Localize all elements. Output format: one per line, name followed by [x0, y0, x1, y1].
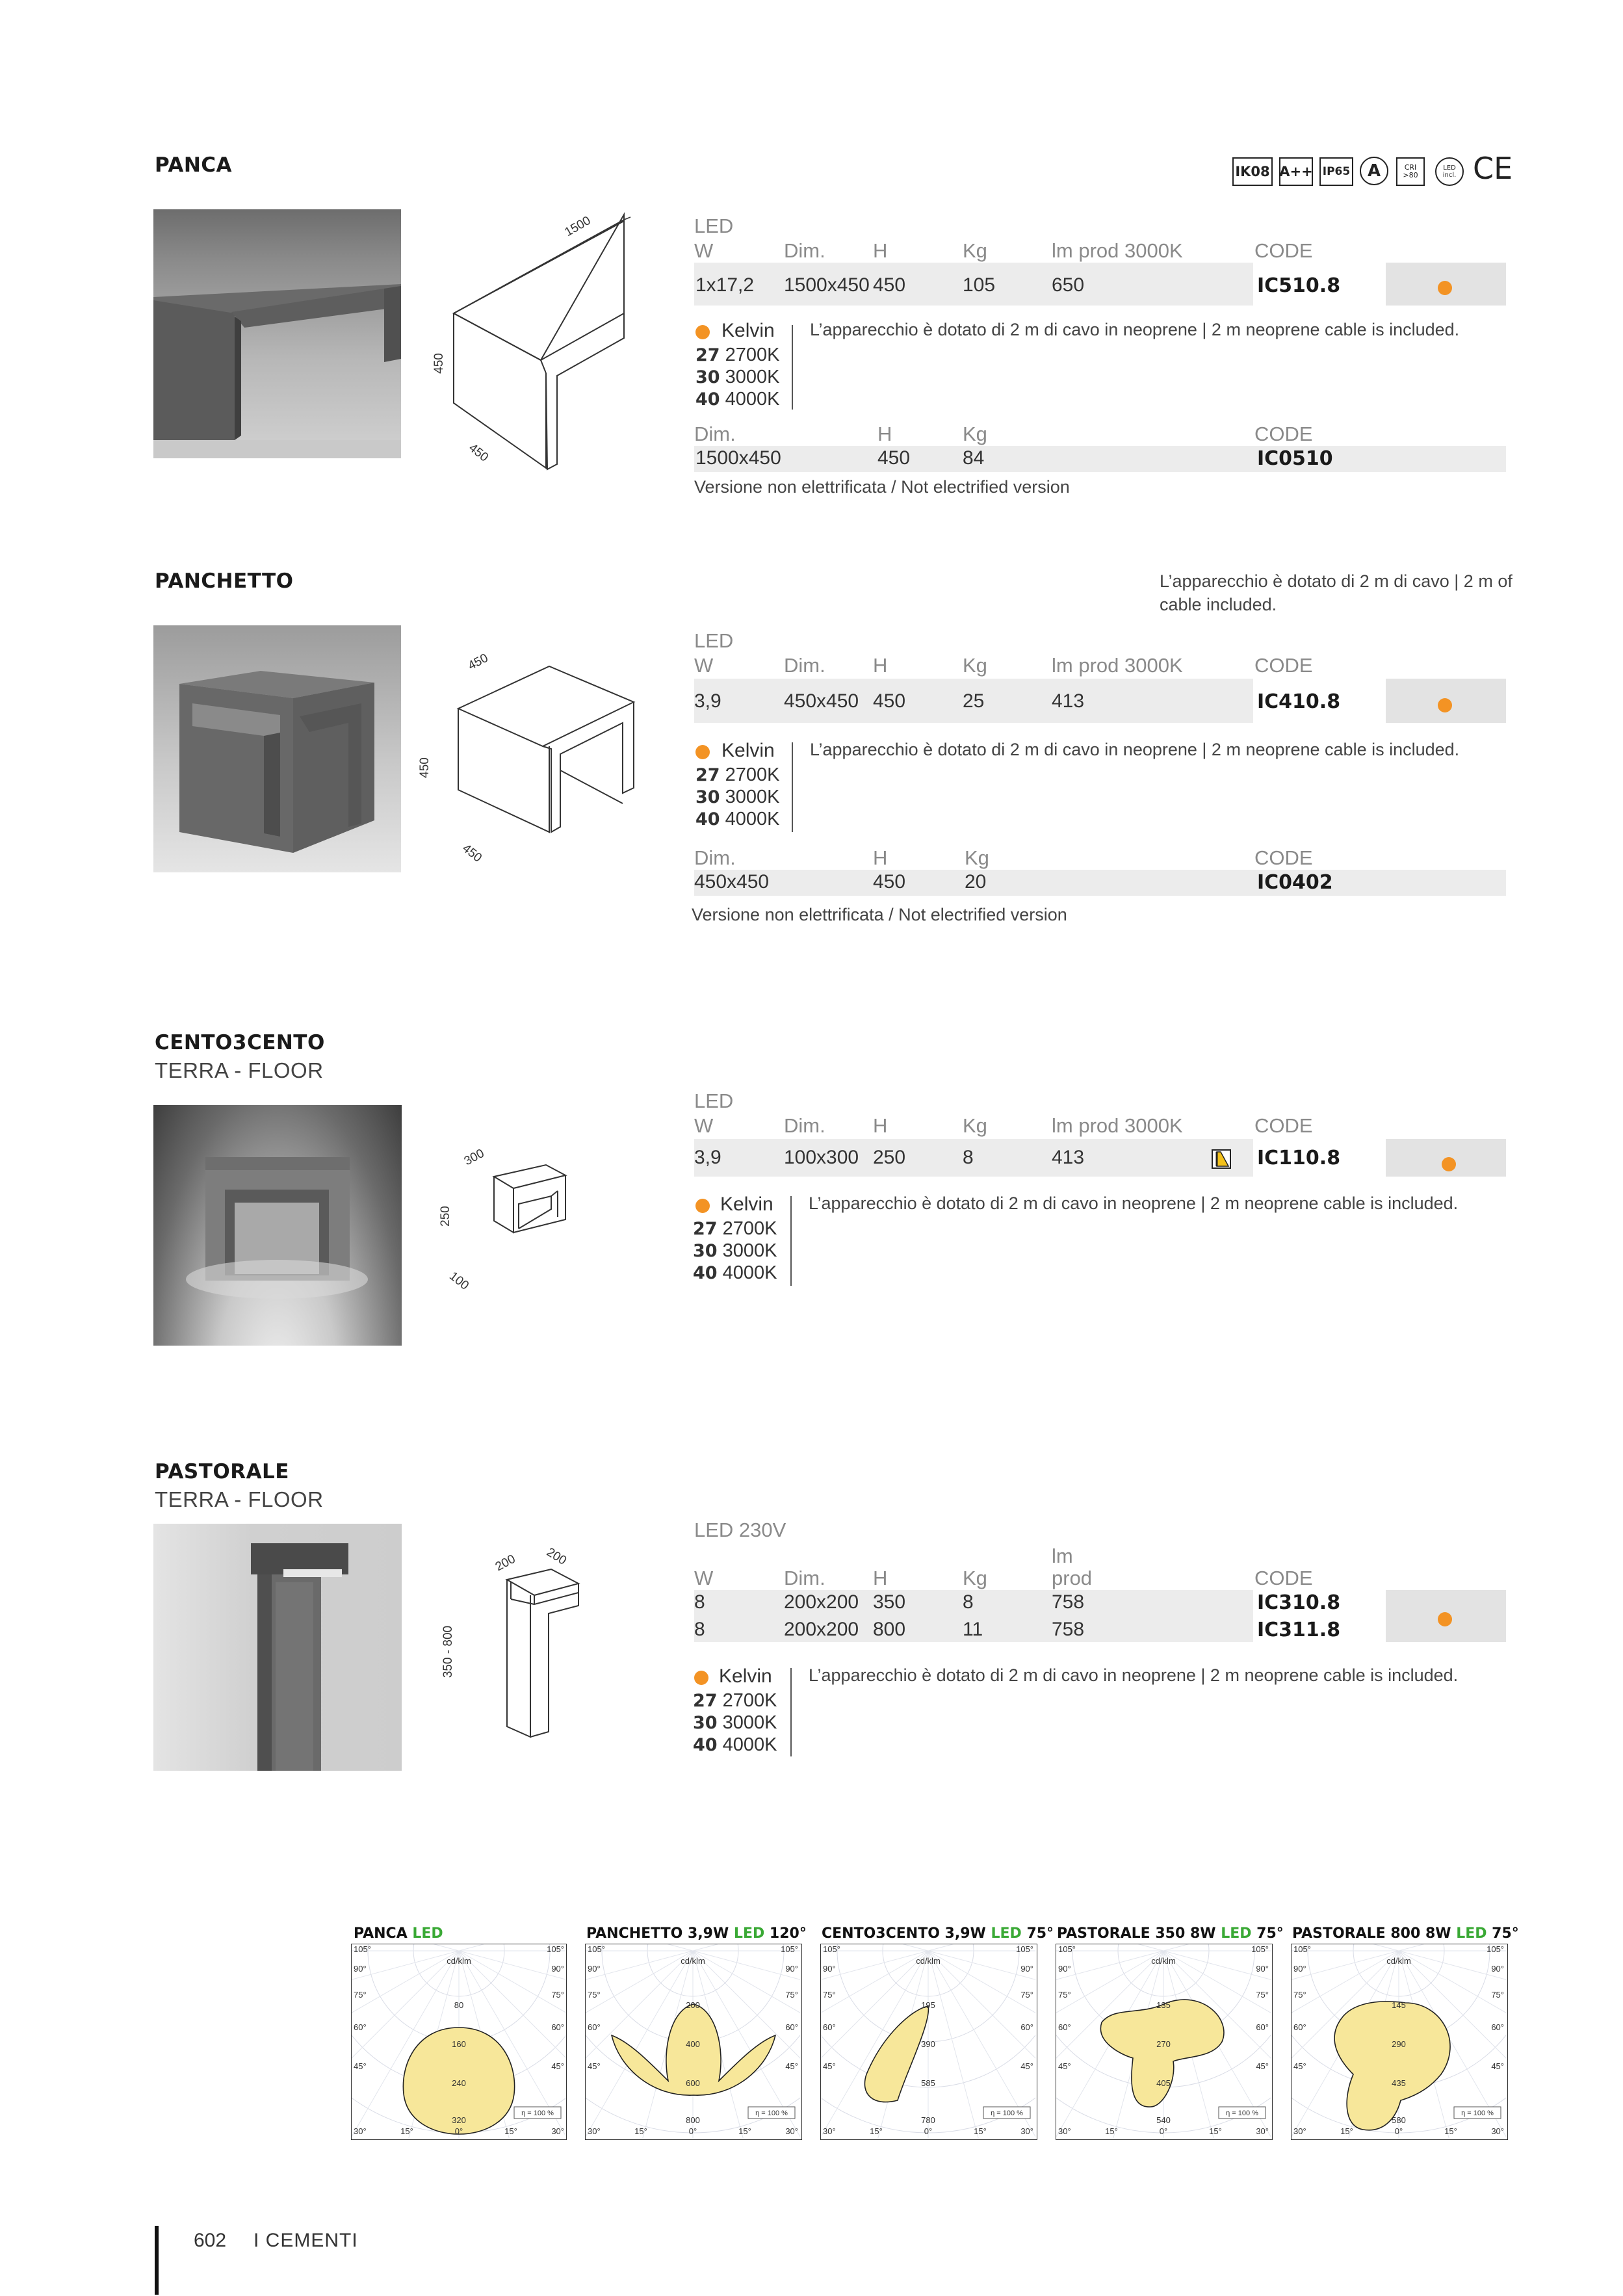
- kelvin-label: Kelvin: [721, 740, 775, 761]
- efficiency-label: η = 100 %: [1226, 2109, 1258, 2117]
- ring-value: 390: [921, 2039, 935, 2049]
- ring-value: 320: [452, 2115, 466, 2125]
- alt-cell-dim: 1500x450: [695, 447, 781, 469]
- col-lm: lm prod 3000K: [1052, 239, 1183, 262]
- kelvin-option-3000: 30 3000K: [693, 1240, 777, 1261]
- unit-label: cd/klm: [916, 1956, 941, 1966]
- polar-plot: [1056, 1944, 1271, 2138]
- efficiency-label: η = 100 %: [1461, 2109, 1494, 2117]
- product-photo: [153, 625, 401, 872]
- ring-value: 240: [452, 2078, 466, 2088]
- angle-label: 60°: [1293, 2022, 1306, 2032]
- col-lm: lm prod 3000K: [1052, 654, 1183, 677]
- col-dim: Dim.: [784, 654, 825, 677]
- dimension-width: 450: [465, 651, 491, 673]
- ring-value: 800: [686, 2115, 700, 2125]
- footer-bar: [155, 2226, 159, 2295]
- angle-label: 90°: [823, 1964, 836, 1974]
- ring-value: 580: [1392, 2115, 1406, 2125]
- angle-label: 15°: [1209, 2126, 1222, 2136]
- alt-cell-h: 450: [873, 871, 906, 893]
- angle-label: 75°: [1491, 1990, 1504, 2000]
- angle-label: 15°: [400, 2126, 413, 2136]
- angle-label: 105°: [823, 1944, 840, 1954]
- product-subtitle: TERRA - FLOOR: [155, 1058, 324, 1082]
- dimension-width: 300: [461, 1146, 487, 1169]
- angle-label: 105°: [588, 1944, 605, 1954]
- angle-label: 15°: [1340, 2126, 1353, 2136]
- angle-label: 60°: [1256, 2022, 1269, 2032]
- led-label: LED: [694, 215, 734, 237]
- col-lm: lm prod 3000K: [1052, 1114, 1183, 1137]
- divider: [790, 1668, 792, 1756]
- alt-row-band: [694, 446, 1506, 472]
- dimension-height: 450: [417, 757, 432, 778]
- alt-cell-h: 450: [877, 447, 911, 469]
- col-dim: Dim.: [784, 1567, 825, 1589]
- col-code: CODE: [1254, 1567, 1313, 1589]
- unit-label: cd/klm: [1151, 1956, 1176, 1966]
- cell-lm: 650: [1052, 274, 1085, 296]
- polar-diagram-cento3cento: [820, 1944, 1037, 2140]
- product-photo: [153, 209, 401, 458]
- angle-label: 0°: [454, 2126, 463, 2136]
- class-a-badge: A: [1360, 157, 1388, 185]
- divider: [790, 1196, 792, 1286]
- angle-label: 0°: [688, 2126, 697, 2136]
- color-finish-dot: [1438, 698, 1452, 712]
- angle-label: 45°: [1491, 2061, 1504, 2071]
- product-subtitle: TERRA - FLOOR: [155, 1487, 324, 1511]
- angle-label: 30°: [785, 2126, 798, 2136]
- diagram-title: PASTORALE 800 8W LED 75°: [1292, 1925, 1519, 1942]
- ik08-badge: IK08: [1232, 157, 1273, 186]
- angle-label: 60°: [1491, 2022, 1504, 2032]
- ring-value: 585: [921, 2078, 935, 2088]
- col-code: CODE: [1254, 239, 1313, 262]
- dimension-depth: 200: [493, 1552, 518, 1574]
- angle-label: 45°: [354, 2061, 367, 2071]
- polar-grid-spoke: [352, 1951, 459, 2018]
- alt-version-note: Versione non elettrificata / Not electrified version: [694, 477, 1070, 497]
- cell-lm: 413: [1052, 1147, 1085, 1168]
- product-title: PANCA: [155, 153, 233, 177]
- kelvin-option-2700: 27 2700K: [693, 1690, 777, 1711]
- color-finish-dot: [1442, 1157, 1456, 1171]
- polar-plot: [821, 1944, 1035, 2138]
- energy-class-badge: A++: [1279, 157, 1313, 186]
- alt-product-code[interactable]: IC0510: [1257, 447, 1333, 470]
- polar-diagram-panchetto: [585, 1944, 802, 2140]
- cell-kg: 105: [963, 274, 996, 296]
- angle-label: 90°: [354, 1964, 367, 1974]
- angle-label: 75°: [354, 1990, 367, 2000]
- angle-label: 105°: [1487, 1944, 1504, 1954]
- col-kg: Kg: [963, 239, 987, 262]
- angle-label: 30°: [1058, 2126, 1071, 2136]
- alt-col-code: CODE: [1254, 846, 1313, 869]
- cri-badge: CRI >80: [1396, 157, 1425, 186]
- cell-dim: 200x200: [784, 1591, 859, 1613]
- col-h: H: [873, 1114, 888, 1137]
- angle-label: 30°: [354, 2126, 367, 2136]
- angle-label: 15°: [974, 2126, 987, 2136]
- dimension-drawing: [435, 1138, 572, 1300]
- angle-label: 60°: [785, 2022, 798, 2032]
- angle-label: 15°: [634, 2126, 647, 2136]
- cable-note: L’apparecchio è dotato di 2 m di cavo in neoprene | 2 m neoprene cable is included.: [809, 1665, 1459, 1685]
- angle-label: 15°: [504, 2126, 517, 2136]
- cell-kg: 11: [963, 1619, 983, 1640]
- angle-label: 45°: [588, 2061, 601, 2071]
- angle-label: 60°: [354, 2022, 367, 2032]
- diagram-title: PANCHETTO 3,9W LED 120°: [586, 1925, 807, 1942]
- angle-label: 30°: [1256, 2126, 1269, 2136]
- polar-grid-spoke: [928, 1951, 1035, 2081]
- intensity-curve: [1334, 2002, 1450, 2130]
- polar-plot: [586, 1944, 800, 2138]
- cell-w: 3,9: [694, 1147, 721, 1168]
- alt-product-code[interactable]: IC0402: [1257, 871, 1333, 894]
- angle-label: 75°: [1256, 1990, 1269, 2000]
- col-w: W: [694, 1567, 714, 1589]
- angle-label: 45°: [1020, 2061, 1033, 2071]
- angle-label: 15°: [1444, 2126, 1457, 2136]
- angle-label: 60°: [588, 2022, 601, 2032]
- angle-label: 105°: [781, 1944, 798, 1954]
- angle-label: 30°: [1293, 2126, 1306, 2136]
- cell-dim: 1500x450: [784, 274, 870, 296]
- angle-label: 105°: [1251, 1944, 1269, 1954]
- col-w: W: [694, 1114, 714, 1137]
- angle-label: 75°: [1058, 1990, 1071, 2000]
- kelvin-option-2700: 27 2700K: [695, 345, 780, 365]
- polar-diagram-pastorale-800: [1291, 1944, 1508, 2140]
- kelvin-option-2700: 27 2700K: [695, 764, 780, 785]
- cell-kg: 8: [963, 1147, 974, 1168]
- alt-col-code: CODE: [1254, 423, 1313, 445]
- kelvin-label: Kelvin: [720, 1194, 773, 1215]
- polar-plot: [352, 1944, 566, 2138]
- dimension-drawing: [441, 1541, 591, 1749]
- color-finish-dot: [1438, 281, 1452, 295]
- dimension-height: 250: [438, 1206, 452, 1227]
- angle-label: 45°: [1293, 2061, 1306, 2071]
- angle-label: 60°: [1020, 2022, 1033, 2032]
- cell-kg: 25: [963, 690, 985, 712]
- alt-version-note: Versione non elettrificata / Not electrified version: [692, 905, 1067, 924]
- angle-label: 15°: [738, 2126, 751, 2136]
- kelvin-label: Kelvin: [721, 320, 775, 341]
- polar-grid-spoke: [928, 1951, 1035, 2018]
- alt-col-h: H: [877, 423, 892, 445]
- angle-label: 90°: [588, 1964, 601, 1974]
- cable-note: L’apparecchio è dotato di 2 m di cavo in neoprene | 2 m neoprene cable is included.: [810, 320, 1460, 339]
- angle-label: 30°: [551, 2126, 564, 2136]
- kelvin-dot: [695, 325, 710, 339]
- angle-label: 0°: [1159, 2126, 1168, 2136]
- polar-grid-spoke: [821, 1951, 928, 2018]
- angle-label: 0°: [1394, 2126, 1403, 2136]
- angle-label: 75°: [823, 1990, 836, 2000]
- ring-value: 270: [1156, 2039, 1171, 2049]
- top-cable-note: L’apparecchio è dotato di 2 m di cavo | 2 m of cable included.: [1160, 571, 1513, 614]
- dimension-length: 1500: [562, 213, 593, 240]
- ring-value: 290: [1392, 2039, 1406, 2049]
- angle-label: 30°: [588, 2126, 601, 2136]
- section-name: I CEMENTI: [253, 2230, 358, 2251]
- col-code: CODE: [1254, 654, 1313, 677]
- dimension-height: 450: [432, 353, 446, 374]
- angle-label: 105°: [1293, 1944, 1311, 1954]
- polar-grid-spoke: [693, 1951, 800, 2018]
- ring-value: 80: [454, 2000, 464, 2010]
- kelvin-dot: [695, 745, 710, 759]
- alt-row-band: [694, 870, 1506, 896]
- angle-label: 45°: [551, 2061, 564, 2071]
- alt-col-h: H: [873, 846, 888, 869]
- kelvin-option-3000: 30 3000K: [695, 367, 780, 387]
- product-code[interactable]: IC110.8: [1257, 1147, 1341, 1169]
- kelvin-option-4000: 40 4000K: [695, 809, 780, 829]
- polar-diagram-panca: [351, 1944, 567, 2140]
- alt-col-dim: Dim.: [694, 423, 736, 445]
- efficiency-label: η = 100 %: [991, 2109, 1023, 2117]
- angle-label: 15°: [1105, 2126, 1118, 2136]
- cell-h: 450: [873, 690, 906, 712]
- cell-h: 250: [873, 1147, 906, 1168]
- angle-label: 75°: [588, 1990, 601, 2000]
- dimension-depth: 450: [460, 841, 485, 865]
- angle-label: 75°: [785, 1990, 798, 2000]
- ring-value: 600: [686, 2078, 700, 2088]
- col-kg: Kg: [963, 654, 987, 677]
- product-title: PANCHETTO: [155, 569, 294, 593]
- diagram-title: PANCA LED: [354, 1925, 443, 1942]
- angle-label: 0°: [924, 2126, 933, 2136]
- ring-value: 145: [1392, 2000, 1406, 2010]
- cell-lm: 758: [1052, 1619, 1085, 1640]
- cell-dim: 200x200: [784, 1619, 859, 1640]
- angle-label: 90°: [785, 1964, 798, 1974]
- kelvin-option-2700: 27 2700K: [693, 1218, 777, 1239]
- data-row-band: [694, 1139, 1253, 1177]
- dimension-depth: 450: [466, 441, 491, 465]
- kelvin-dot: [695, 1199, 710, 1213]
- angle-label: 105°: [1058, 1944, 1076, 1954]
- product-title: CENTO3CENTO: [155, 1031, 325, 1054]
- angle-label: 60°: [823, 2022, 836, 2032]
- cell-w: 3,9: [694, 690, 721, 712]
- intensity-curve: [1100, 2000, 1223, 2107]
- ring-value: 400: [686, 2039, 700, 2049]
- ring-value: 435: [1392, 2078, 1406, 2088]
- cell-w: 8: [694, 1591, 705, 1613]
- cell-dim: 100x300: [784, 1147, 859, 1168]
- polar-grid-spoke: [586, 1951, 693, 2018]
- cable-note: L’apparecchio è dotato di 2 m di cavo in neoprene | 2 m neoprene cable is included.: [809, 1194, 1459, 1213]
- ring-value: 540: [1156, 2115, 1171, 2125]
- polar-plot: [1292, 1944, 1506, 2138]
- unit-label: cd/klm: [1386, 1956, 1411, 1966]
- cell-h: 450: [873, 274, 906, 296]
- kelvin-option-4000: 40 4000K: [693, 1262, 777, 1283]
- ring-value: 195: [921, 2000, 935, 2010]
- ip65-badge: IP65: [1319, 157, 1353, 186]
- col-lm-2: prod: [1052, 1567, 1093, 1589]
- ring-value: 135: [1156, 2000, 1171, 2010]
- angle-label: 90°: [1491, 1964, 1504, 1974]
- ring-value: 405: [1156, 2078, 1171, 2088]
- divider: [792, 325, 793, 410]
- cell-h: 800: [873, 1619, 906, 1640]
- kelvin-option-3000: 30 3000K: [695, 787, 780, 807]
- dimension-drawing: [429, 208, 637, 475]
- kelvin-option-4000: 40 4000K: [695, 389, 780, 410]
- cell-lm: 413: [1052, 690, 1085, 712]
- dimension-width: 200: [544, 1545, 569, 1568]
- cable-note: L’apparecchio è dotato di 2 m di cavo in neoprene | 2 m neoprene cable is included.: [810, 740, 1460, 759]
- angle-label: 30°: [1491, 2126, 1504, 2136]
- col-w: W: [694, 654, 714, 677]
- led-included-badge: LED incl.: [1435, 157, 1464, 186]
- cell-dim: 450x450: [784, 690, 859, 712]
- cell-kg: 8: [963, 1591, 974, 1613]
- product-title: PASTORALE: [155, 1460, 289, 1483]
- product-photo: [153, 1105, 402, 1346]
- col-kg: Kg: [963, 1567, 987, 1589]
- alt-cell-kg: 84: [963, 447, 985, 469]
- diagram-title: CENTO3CENTO 3,9W LED 75°: [822, 1925, 1054, 1942]
- color-finish-dot: [1438, 1612, 1452, 1626]
- alt-cell-dim: 450x450: [694, 871, 770, 893]
- cell-w: 8: [694, 1619, 705, 1640]
- angle-label: 60°: [1058, 2022, 1071, 2032]
- angle-label: 105°: [1016, 1944, 1033, 1954]
- angle-label: 30°: [823, 2126, 836, 2136]
- angle-label: 105°: [354, 1944, 371, 1954]
- ring-value: 160: [452, 2039, 466, 2049]
- ce-mark-icon: CE: [1473, 151, 1513, 186]
- product-photo: [153, 1524, 402, 1771]
- angle-label: 90°: [1058, 1964, 1071, 1974]
- angle-label: 45°: [1058, 2061, 1071, 2071]
- efficiency-label: η = 100 %: [521, 2109, 554, 2117]
- intensity-curve: [864, 2006, 928, 2102]
- kelvin-option-4000: 40 4000K: [693, 1734, 777, 1755]
- angle-label: 90°: [551, 1964, 564, 1974]
- cell-lm: 758: [1052, 1591, 1085, 1613]
- angle-label: 105°: [547, 1944, 564, 1954]
- unit-label: cd/klm: [681, 1956, 705, 1966]
- product-code[interactable]: IC311.8: [1257, 1619, 1341, 1641]
- diagram-title: PASTORALE 350 8W LED 75°: [1057, 1925, 1284, 1942]
- col-h: H: [873, 1567, 888, 1589]
- ring-value: 200: [686, 2000, 700, 2010]
- unit-label: cd/klm: [447, 1956, 471, 1966]
- product-code[interactable]: IC310.8: [1257, 1591, 1341, 1614]
- dimension-depth: 100: [447, 1269, 472, 1293]
- angle-label: 45°: [823, 2061, 836, 2071]
- angle-label: 45°: [1256, 2061, 1269, 2071]
- divider: [792, 742, 793, 832]
- angle-label: 90°: [1256, 1964, 1269, 1974]
- col-h: H: [873, 239, 888, 262]
- efficiency-label: η = 100 %: [755, 2109, 788, 2117]
- col-h: H: [873, 654, 888, 677]
- alt-col-kg: Kg: [965, 846, 989, 869]
- cell-w: 1x17,2: [695, 274, 755, 296]
- product-code[interactable]: IC510.8: [1257, 274, 1341, 297]
- dimension-drawing: [416, 637, 650, 878]
- kelvin-option-3000: 30 3000K: [693, 1712, 777, 1733]
- angle-label: 15°: [870, 2126, 883, 2136]
- led-label: LED 230V: [694, 1519, 786, 1541]
- polar-grid-spoke: [459, 1951, 566, 2018]
- angle-label: 90°: [1020, 1964, 1033, 1974]
- alt-col-dim: Dim.: [694, 846, 736, 869]
- dimension-height: 350 - 800: [441, 1625, 456, 1678]
- angle-label: 75°: [1020, 1990, 1033, 2000]
- product-code[interactable]: IC410.8: [1257, 690, 1341, 713]
- col-code: CODE: [1254, 1114, 1313, 1137]
- col-w: W: [694, 239, 714, 262]
- col-dim: Dim.: [784, 239, 825, 262]
- angle-label: 75°: [1293, 1990, 1306, 2000]
- cell-h: 350: [873, 1591, 906, 1613]
- kelvin-label: Kelvin: [719, 1665, 772, 1687]
- page-number: 602: [194, 2230, 227, 2251]
- kelvin-dot: [694, 1671, 708, 1685]
- angle-label: 60°: [551, 2022, 564, 2032]
- col-lm-1: lm: [1052, 1545, 1073, 1567]
- alt-cell-kg: 20: [965, 871, 987, 893]
- col-dim: Dim.: [784, 1114, 825, 1137]
- polar-grid-spoke: [1056, 1951, 1163, 2018]
- col-kg: Kg: [963, 1114, 987, 1137]
- angle-label: 75°: [551, 1990, 564, 2000]
- polar-diagram-pastorale-350: [1056, 1944, 1273, 2140]
- angle-label: 45°: [785, 2061, 798, 2071]
- angle-label: 30°: [1020, 2126, 1033, 2136]
- angle-label: 90°: [1293, 1964, 1306, 1974]
- ring-value: 780: [921, 2115, 935, 2125]
- led-label: LED: [694, 629, 734, 652]
- led-label: LED: [694, 1089, 734, 1112]
- fixture-type-icon: [1212, 1149, 1231, 1169]
- alt-col-kg: Kg: [963, 423, 987, 445]
